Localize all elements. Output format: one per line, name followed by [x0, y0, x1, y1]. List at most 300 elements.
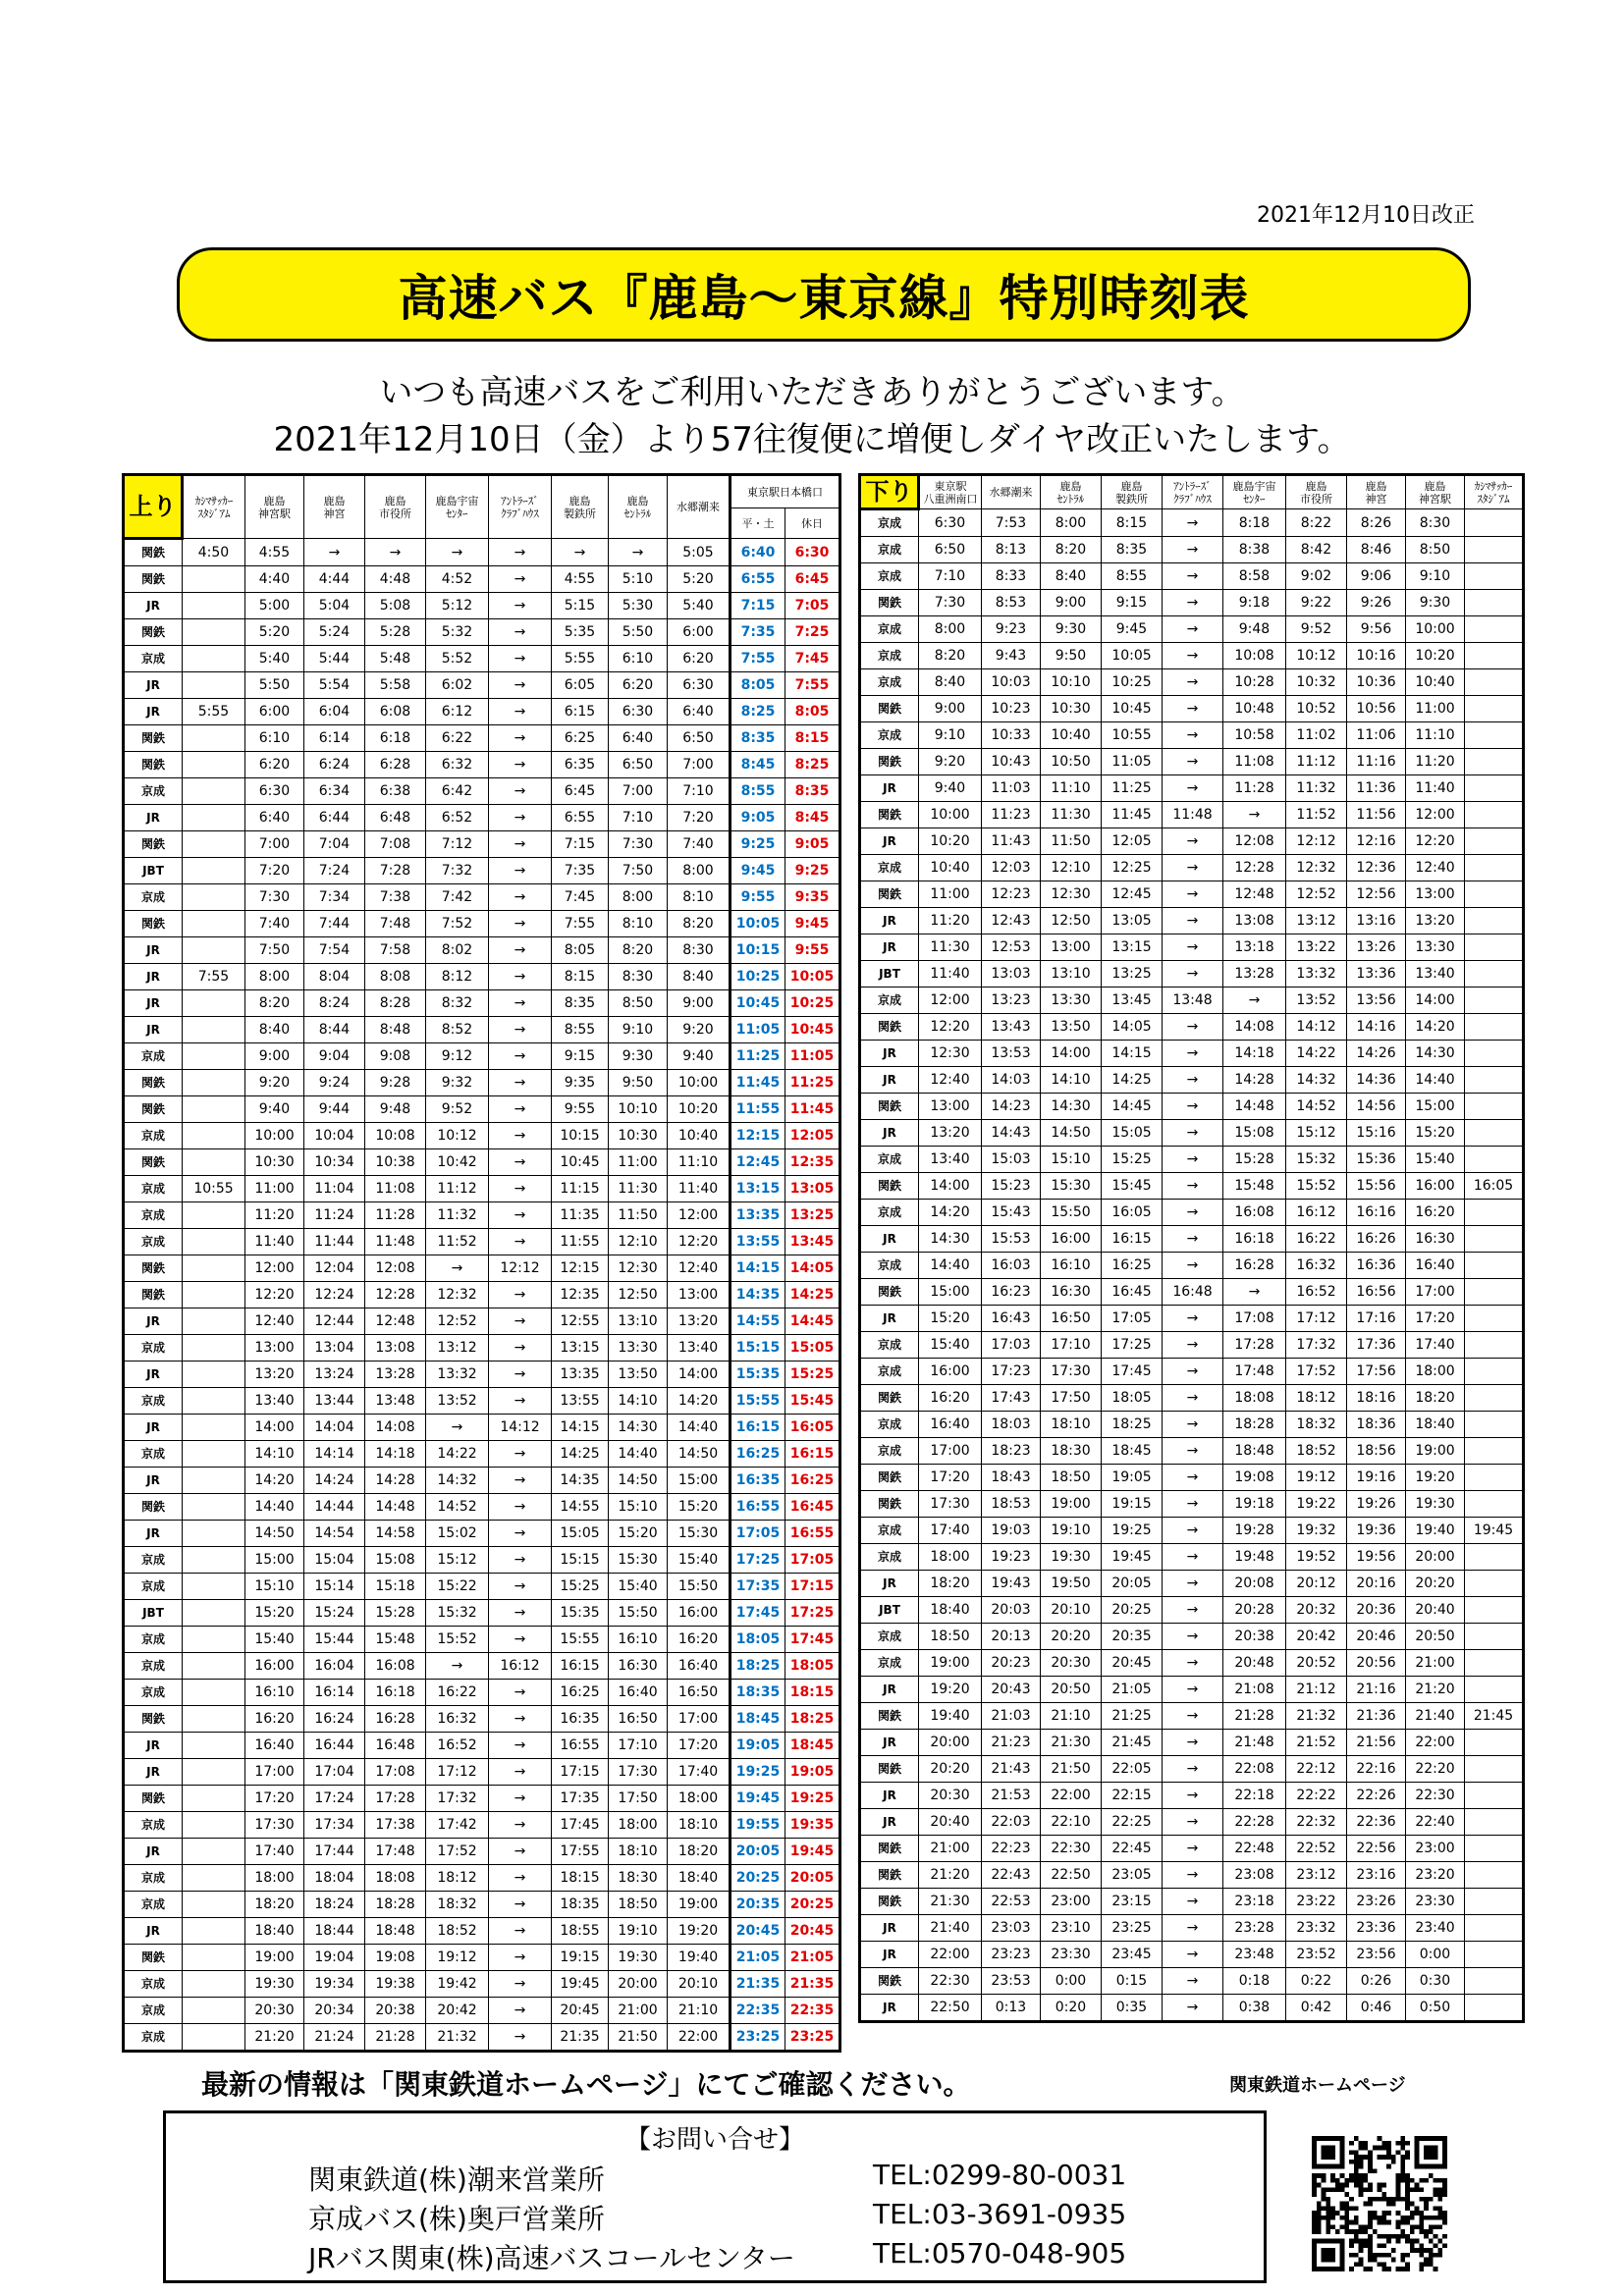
time-cell: 10:16: [1347, 643, 1406, 669]
time-cell: 9:04: [304, 1043, 365, 1070]
time-cell: 18:50: [919, 1624, 982, 1650]
time-cell: 6:08: [365, 699, 426, 725]
time-cell: 17:05: [1102, 1306, 1163, 1332]
table-row: [124, 990, 840, 1017]
qr-module: [1410, 2224, 1415, 2229]
time-cell: 11:16: [1347, 749, 1406, 775]
time-cell: 23:10: [1041, 1915, 1102, 1942]
holiday-time: 20:45: [785, 1918, 840, 1945]
time-cell: 10:00: [1406, 616, 1465, 643]
time-cell: [183, 593, 245, 619]
time-cell: →: [489, 1335, 552, 1362]
weekday-sat-time: 21:05: [731, 1945, 785, 1971]
qr-module: [1363, 2187, 1368, 2192]
weekday-sat-time: 19:45: [731, 1786, 785, 1812]
operator-cell: JR: [860, 1120, 919, 1147]
time-cell: →: [1163, 934, 1223, 961]
time-cell: 21:32: [1286, 1703, 1347, 1730]
time-cell: 11:00: [245, 1176, 304, 1202]
time-cell: 22:23: [982, 1836, 1041, 1862]
time-cell: 13:10: [1041, 961, 1102, 988]
time-cell: 20:56: [1347, 1650, 1406, 1677]
time-cell: 18:40: [919, 1597, 982, 1624]
holiday-time: 12:35: [785, 1149, 840, 1176]
time-cell: 20:48: [1223, 1650, 1286, 1677]
operator-cell: 関鉄: [124, 566, 183, 593]
time-cell: 12:36: [1347, 855, 1406, 881]
time-cell: 15:32: [1286, 1147, 1347, 1173]
time-cell: 11:03: [982, 775, 1041, 802]
qr-module: [1396, 2192, 1401, 2197]
time-cell: 15:50: [668, 1574, 731, 1600]
qr-module: [1363, 2141, 1368, 2146]
table-row: [124, 1229, 840, 1255]
time-cell: 18:32: [1286, 1412, 1347, 1438]
operator-cell: 関鉄: [124, 1706, 183, 1733]
qr-module: [1429, 2173, 1434, 2178]
qr-module: [1340, 2224, 1345, 2229]
time-cell: 14:45: [1102, 1094, 1163, 1120]
qr-module: [1312, 2187, 1317, 2192]
time-cell: 10:20: [668, 1096, 731, 1123]
time-cell: 9:18: [1223, 590, 1286, 616]
qr-module: [1415, 2183, 1420, 2188]
table-row: [124, 1865, 840, 1892]
time-cell: →: [489, 1733, 552, 1759]
qr-module: [1359, 2164, 1364, 2169]
time-cell: [183, 1202, 245, 1229]
time-cell: 18:36: [1347, 1412, 1406, 1438]
time-cell: 12:30: [919, 1041, 982, 1067]
qr-module: [1405, 2216, 1410, 2220]
qr-module: [1354, 2160, 1359, 2164]
weekday-sat-time: 16:25: [731, 1441, 785, 1468]
time-cell: 16:30: [609, 1653, 668, 1680]
qr-module: [1317, 2211, 1322, 2216]
qr-module: [1368, 2155, 1373, 2160]
time-cell: 11:50: [609, 1202, 668, 1229]
time-cell: 9:00: [245, 1043, 304, 1070]
time-cell: 16:40: [919, 1412, 982, 1438]
time-cell: 18:28: [365, 1892, 426, 1918]
time-cell: →: [489, 1202, 552, 1229]
time-cell: 11:20: [245, 1202, 304, 1229]
table-row: [860, 749, 1524, 775]
time-cell: 14:50: [668, 1441, 731, 1468]
time-cell: 10:32: [1286, 669, 1347, 696]
time-cell: →: [489, 725, 552, 752]
time-cell: 18:24: [304, 1892, 365, 1918]
time-cell: 0:22: [1286, 1968, 1347, 1995]
table-row: [860, 1597, 1524, 1624]
time-cell: 17:50: [609, 1786, 668, 1812]
time-cell: 14:28: [365, 1468, 426, 1494]
time-cell: →: [489, 805, 552, 831]
time-cell: 13:18: [1223, 934, 1286, 961]
table-row: [124, 1733, 840, 1759]
time-cell: 12:43: [982, 908, 1041, 934]
time-cell: 12:32: [426, 1282, 489, 1308]
time-cell: 8:35: [552, 990, 609, 1017]
time-cell: →: [489, 1308, 552, 1335]
table-row: [124, 752, 840, 778]
weekday-sat-time: 11:55: [731, 1096, 785, 1123]
time-cell: 21:23: [982, 1730, 1041, 1756]
time-cell: 11:55: [552, 1229, 609, 1255]
time-cell: [1465, 616, 1524, 643]
time-cell: [1465, 1438, 1524, 1465]
time-cell: 23:12: [1286, 1862, 1347, 1889]
qr-module: [1312, 2192, 1317, 2197]
time-cell: 12:48: [1223, 881, 1286, 908]
time-cell: 5:04: [304, 593, 365, 619]
time-cell: 15:20: [245, 1600, 304, 1627]
time-cell: 13:23: [982, 988, 1041, 1014]
operator-cell: 関鉄: [124, 1494, 183, 1521]
time-cell: 10:43: [982, 749, 1041, 775]
time-cell: 17:28: [1223, 1332, 1286, 1359]
time-cell: [1465, 1306, 1524, 1332]
timetable-down: [858, 473, 1525, 2023]
time-cell: 14:26: [1347, 1041, 1406, 1067]
operator-cell: 京成: [860, 1200, 919, 1226]
qr-module: [1349, 2220, 1354, 2225]
holiday-time: 22:35: [785, 1998, 840, 2024]
qr-module: [1442, 2216, 1447, 2220]
time-cell: 15:44: [304, 1627, 365, 1653]
time-cell: →: [1163, 643, 1223, 669]
time-cell: [1465, 1915, 1524, 1942]
table-row: [124, 1282, 840, 1308]
holiday-time: 21:05: [785, 1945, 840, 1971]
time-cell: 19:16: [1347, 1465, 1406, 1491]
time-cell: 23:52: [1286, 1942, 1347, 1968]
qr-module: [1386, 2211, 1391, 2216]
contact-box: [163, 2110, 1267, 2283]
time-cell: 21:48: [1223, 1730, 1286, 1756]
time-cell: 5:12: [426, 593, 489, 619]
time-cell: 19:42: [426, 1971, 489, 1998]
time-cell: 15:56: [1347, 1173, 1406, 1200]
time-cell: 5:54: [304, 672, 365, 699]
qr-module: [1410, 2211, 1415, 2216]
time-cell: 5:48: [365, 646, 426, 672]
qr-module: [1386, 2164, 1391, 2169]
time-cell: 18:05: [1102, 1385, 1163, 1412]
weekday-sat-time: 14:35: [731, 1282, 785, 1308]
time-cell: →: [1163, 775, 1223, 802]
time-cell: 10:38: [365, 1149, 426, 1176]
time-cell: 13:08: [1223, 908, 1286, 934]
time-cell: 18:20: [245, 1892, 304, 1918]
time-cell: 9:50: [1041, 643, 1102, 669]
time-cell: 17:10: [1041, 1332, 1102, 1359]
time-cell: 11:04: [304, 1176, 365, 1202]
weekday-sat-time: 8:55: [731, 778, 785, 805]
time-cell: 17:40: [668, 1759, 731, 1786]
time-cell: [1465, 1253, 1524, 1279]
time-cell: [1465, 1650, 1524, 1677]
time-cell: 12:28: [1223, 855, 1286, 881]
time-cell: 10:03: [982, 669, 1041, 696]
weekday-sat-time: 20:45: [731, 1918, 785, 1945]
time-cell: 9:23: [982, 616, 1041, 643]
time-cell: 15:23: [982, 1173, 1041, 1200]
time-cell: 23:56: [1347, 1942, 1406, 1968]
time-cell: 15:30: [609, 1547, 668, 1574]
qr-module: [1424, 2216, 1429, 2220]
qr-module: [1378, 2187, 1382, 2192]
time-cell: 15:22: [426, 1574, 489, 1600]
time-cell: 17:50: [1041, 1385, 1102, 1412]
time-cell: 17:40: [1406, 1332, 1465, 1359]
time-cell: 13:12: [1286, 908, 1347, 934]
time-cell: 22:00: [1406, 1730, 1465, 1756]
time-cell: 12:00: [668, 1202, 731, 1229]
time-cell: 21:10: [1041, 1703, 1102, 1730]
time-cell: 14:55: [552, 1494, 609, 1521]
time-cell: 6:32: [426, 752, 489, 778]
qr-module: [1405, 2173, 1410, 2178]
time-cell: 22:50: [1041, 1862, 1102, 1889]
time-cell: [1465, 749, 1524, 775]
table-row: [860, 563, 1524, 590]
time-cell: 21:20: [919, 1862, 982, 1889]
time-cell: →: [1163, 1783, 1223, 1809]
time-cell: →: [489, 858, 552, 884]
time-cell: 21:53: [982, 1783, 1041, 1809]
operator-cell: 京成: [124, 1998, 183, 2024]
time-cell: →: [1163, 1332, 1223, 1359]
table-row: [860, 590, 1524, 616]
table-row: [860, 1067, 1524, 1094]
time-cell: 14:40: [668, 1415, 731, 1441]
holiday-time: 8:35: [785, 778, 840, 805]
qr-module: [1419, 2253, 1424, 2258]
time-cell: [183, 1945, 245, 1971]
qr-code-icon[interactable]: [1312, 2136, 1447, 2271]
time-cell: 14:40: [245, 1494, 304, 1521]
time-cell: 19:40: [919, 1703, 982, 1730]
time-cell: 14:25: [552, 1441, 609, 1468]
time-cell: 14:22: [426, 1441, 489, 1468]
time-cell: 16:28: [1223, 1253, 1286, 1279]
time-cell: 8:26: [1347, 509, 1406, 537]
holiday-time: 16:15: [785, 1441, 840, 1468]
time-cell: →: [426, 1255, 489, 1282]
time-cell: [1465, 1756, 1524, 1783]
time-cell: 6:10: [609, 646, 668, 672]
time-cell: 13:20: [668, 1308, 731, 1335]
time-cell: 11:02: [1286, 722, 1347, 749]
time-cell: 14:00: [1041, 1041, 1102, 1067]
time-cell: →: [489, 964, 552, 990]
time-cell: 17:44: [304, 1839, 365, 1865]
qr-module: [1317, 2224, 1322, 2229]
time-cell: 11:40: [668, 1176, 731, 1202]
time-cell: 12:44: [304, 1308, 365, 1335]
qr-module: [1373, 2253, 1378, 2258]
table-row: [124, 1388, 840, 1415]
holiday-time: 16:05: [785, 1415, 840, 1441]
operator-cell: 京成: [124, 1653, 183, 1680]
time-cell: 21:16: [1347, 1677, 1406, 1703]
time-cell: [1465, 1491, 1524, 1518]
table-row: [124, 1786, 840, 1812]
time-cell: 8:58: [1223, 563, 1286, 590]
time-cell: 6:30: [668, 672, 731, 699]
operator-cell: JR: [860, 1915, 919, 1942]
time-cell: 11:10: [1406, 722, 1465, 749]
time-cell: 7:45: [552, 884, 609, 911]
time-cell: →: [1163, 509, 1223, 537]
holiday-time: 9:55: [785, 937, 840, 964]
holiday-time: 15:45: [785, 1388, 840, 1415]
qr-module: [1381, 2211, 1386, 2216]
qr-module: [1349, 2197, 1354, 2202]
time-cell: →: [1163, 855, 1223, 881]
time-cell: 20:38: [365, 1998, 426, 2024]
time-cell: 23:25: [1102, 1915, 1163, 1942]
qr-module: [1322, 2216, 1326, 2220]
time-cell: 5:08: [365, 593, 426, 619]
qr-module: [1396, 2234, 1401, 2239]
time-cell: 7:10: [609, 805, 668, 831]
time-cell: 16:20: [245, 1706, 304, 1733]
time-cell: [1465, 934, 1524, 961]
time-cell: 21:40: [919, 1915, 982, 1942]
time-cell: [183, 1653, 245, 1680]
time-cell: [183, 1388, 245, 1415]
table-row: [124, 1706, 840, 1733]
time-cell: 12:40: [245, 1308, 304, 1335]
weekday-sat-time: 20:35: [731, 1892, 785, 1918]
time-cell: →: [1163, 1200, 1223, 1226]
time-cell: 5:50: [609, 619, 668, 646]
time-cell: 5:58: [365, 672, 426, 699]
time-cell: →: [1163, 1677, 1223, 1703]
table-row: [860, 1147, 1524, 1173]
operator-cell: 京成: [860, 537, 919, 563]
table-row: [124, 566, 840, 593]
time-cell: 10:05: [1102, 643, 1163, 669]
qr-module: [1359, 2258, 1364, 2263]
table-row: [124, 1494, 840, 1521]
time-cell: 11:20: [919, 908, 982, 934]
operator-cell: 京成: [860, 616, 919, 643]
qr-module: [1405, 2192, 1410, 2197]
time-cell: 22:32: [1286, 1809, 1347, 1836]
qr-module: [1363, 2243, 1368, 2248]
time-cell: [1465, 1836, 1524, 1862]
time-cell: 8:12: [426, 964, 489, 990]
time-cell: 6:04: [304, 699, 365, 725]
time-cell: [183, 646, 245, 672]
qr-module: [1419, 2262, 1424, 2267]
qr-module: [1344, 2202, 1349, 2207]
time-cell: 21:32: [426, 2024, 489, 2052]
operator-cell: 京成: [860, 509, 919, 537]
time-cell: 7:08: [365, 831, 426, 858]
time-cell: 7:10: [668, 778, 731, 805]
operator-cell: 関鉄: [124, 1945, 183, 1971]
time-cell: →: [489, 1096, 552, 1123]
qr-module: [1419, 2243, 1424, 2248]
time-cell: 14:50: [609, 1468, 668, 1494]
time-cell: 21:30: [1041, 1730, 1102, 1756]
time-cell: 8:28: [365, 990, 426, 1017]
time-cell: 8:55: [552, 1017, 609, 1043]
qr-module: [1400, 2160, 1405, 2164]
time-cell: 6:50: [919, 537, 982, 563]
table-row: [124, 911, 840, 937]
time-cell: 19:45: [552, 1971, 609, 1998]
time-cell: 23:26: [1347, 1889, 1406, 1915]
time-cell: 14:48: [1223, 1094, 1286, 1120]
time-cell: 10:52: [1286, 696, 1347, 722]
time-cell: 19:30: [609, 1945, 668, 1971]
time-cell: 9:50: [609, 1070, 668, 1096]
time-cell: 10:23: [982, 696, 1041, 722]
qr-module: [1378, 2216, 1382, 2220]
time-cell: 15:08: [365, 1547, 426, 1574]
time-cell: 11:23: [982, 802, 1041, 828]
time-cell: 9:10: [919, 722, 982, 749]
qr-module: [1396, 2141, 1401, 2146]
time-cell: 16:22: [1286, 1226, 1347, 1253]
time-cell: 13:45: [1102, 988, 1163, 1014]
table-row: [860, 537, 1524, 563]
time-cell: 10:08: [365, 1123, 426, 1149]
table-row: [860, 1014, 1524, 1041]
time-cell: 10:30: [609, 1123, 668, 1149]
time-cell: 12:35: [552, 1282, 609, 1308]
qr-module: [1396, 2239, 1401, 2244]
time-cell: [1465, 1147, 1524, 1173]
time-cell: 23:18: [1223, 1889, 1286, 1915]
time-cell: →: [1163, 722, 1223, 749]
qr-module: [1429, 2229, 1434, 2234]
time-cell: 22:48: [1223, 1836, 1286, 1862]
qr-module: [1378, 2197, 1382, 2202]
time-cell: 8:15: [1102, 509, 1163, 537]
time-cell: →: [489, 1680, 552, 1706]
qr-module: [1349, 2243, 1354, 2248]
time-cell: 5:52: [426, 646, 489, 672]
time-cell: 17:20: [668, 1733, 731, 1759]
stop-header: 鹿島宇宙 ｾﾝﾀｰ: [426, 475, 489, 539]
operator-cell: 京成: [124, 884, 183, 911]
time-cell: 12:23: [982, 881, 1041, 908]
time-cell: 13:44: [304, 1388, 365, 1415]
qr-module: [1386, 2202, 1391, 2207]
time-cell: 12:45: [1102, 881, 1163, 908]
time-cell: 9:20: [668, 1017, 731, 1043]
time-cell: [1465, 563, 1524, 590]
operator-cell: 関鉄: [124, 1096, 183, 1123]
time-cell: 7:44: [304, 911, 365, 937]
table-row: [860, 1253, 1524, 1279]
weekday-sat-time: 7:15: [731, 593, 785, 619]
time-cell: 5:10: [609, 566, 668, 593]
time-cell: 17:24: [304, 1786, 365, 1812]
time-cell: 6:40: [245, 805, 304, 831]
time-cell: 20:40: [1406, 1597, 1465, 1624]
time-cell: 14:12: [1286, 1014, 1347, 1041]
time-cell: 20:46: [1347, 1624, 1406, 1650]
weekday-sat-time: 23:25: [731, 2024, 785, 2052]
time-cell: [183, 858, 245, 884]
